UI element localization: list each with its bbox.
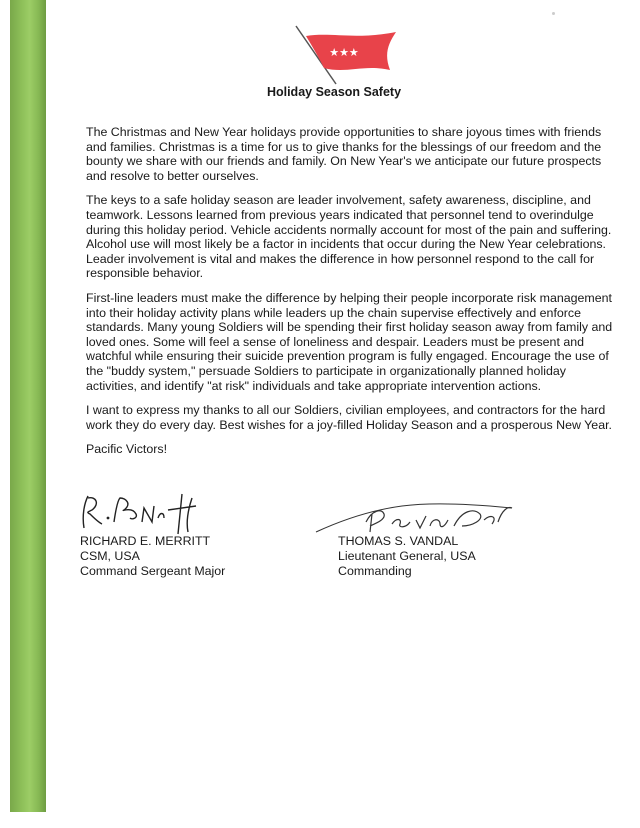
paragraph-4: I want to express my thanks to all our Soldiers, civilian employees, and contractors for the hard work they do every day. Best wishes for a joy-filled Holiday Season and a prosperous New Year. [86, 403, 612, 432]
letter-body [86, 125, 618, 467]
signer-rank: CSM, USA [80, 549, 140, 563]
signer-title: Commanding [338, 564, 412, 578]
scan-speck [552, 12, 555, 15]
signature-vandal [312, 500, 522, 536]
signer-name: THOMAS S. VANDAL [338, 534, 459, 548]
left-green-border [10, 0, 46, 812]
paragraph-1: The Christmas and New Year holidays provide opportunities to share joyous times with friends and families. Christmas is a time for us to give thanks for the blessings of our freedom and the bounty we share with our friends and family. On New Year's we anticipate our future prospects and resolve to better ourselves. [86, 125, 602, 183]
signer-rank: Lieutenant General, USA [338, 549, 476, 563]
signer-block-merritt [80, 534, 225, 579]
signer-name: RICHARD E. MERRITT [80, 534, 211, 548]
signer-block-vandal [338, 534, 476, 579]
letter-title: Holiday Season Safety [266, 85, 402, 99]
signature-merritt [78, 488, 218, 536]
signer-title: Command Sergeant Major [80, 564, 226, 578]
closing-line: Pacific Victors! [86, 442, 168, 457]
three-star-general-flag-icon [292, 24, 402, 86]
paragraph-2: The keys to a safe holiday season are leader involvement, safety awareness, discipline, and teamwork. Lessons learned from previous years indicated that personnel tend to overindulge during this holiday period. Vehicle accidents normally account for most of the pain and suffering. Alcohol use will most likely be a factor in incidents that occur during the New Year celebrations. Leader involvement is vital and makes the difference in how personnel respond to the call for responsible behavior. [86, 193, 612, 281]
paragraph-3: First-line leaders must make the difference by helping their people incorporate risk management into their holiday activity plans while leaders up the chain supervise effectively and enforce standards. Many young Soldiers will be spending their first holiday season away from family and loved ones. Some will feel a sense of loneliness and despair. Leaders must be present and watchful while ensuring their suicide prevention program is fully engaged. Encourage the use of the "buddy system," persuade Soldiers to participate in organizationally planned holiday activities, and identify "at risk" individuals and take appropriate intervention actions. [86, 290, 613, 393]
flag-stars: ★★★ [329, 46, 359, 59]
